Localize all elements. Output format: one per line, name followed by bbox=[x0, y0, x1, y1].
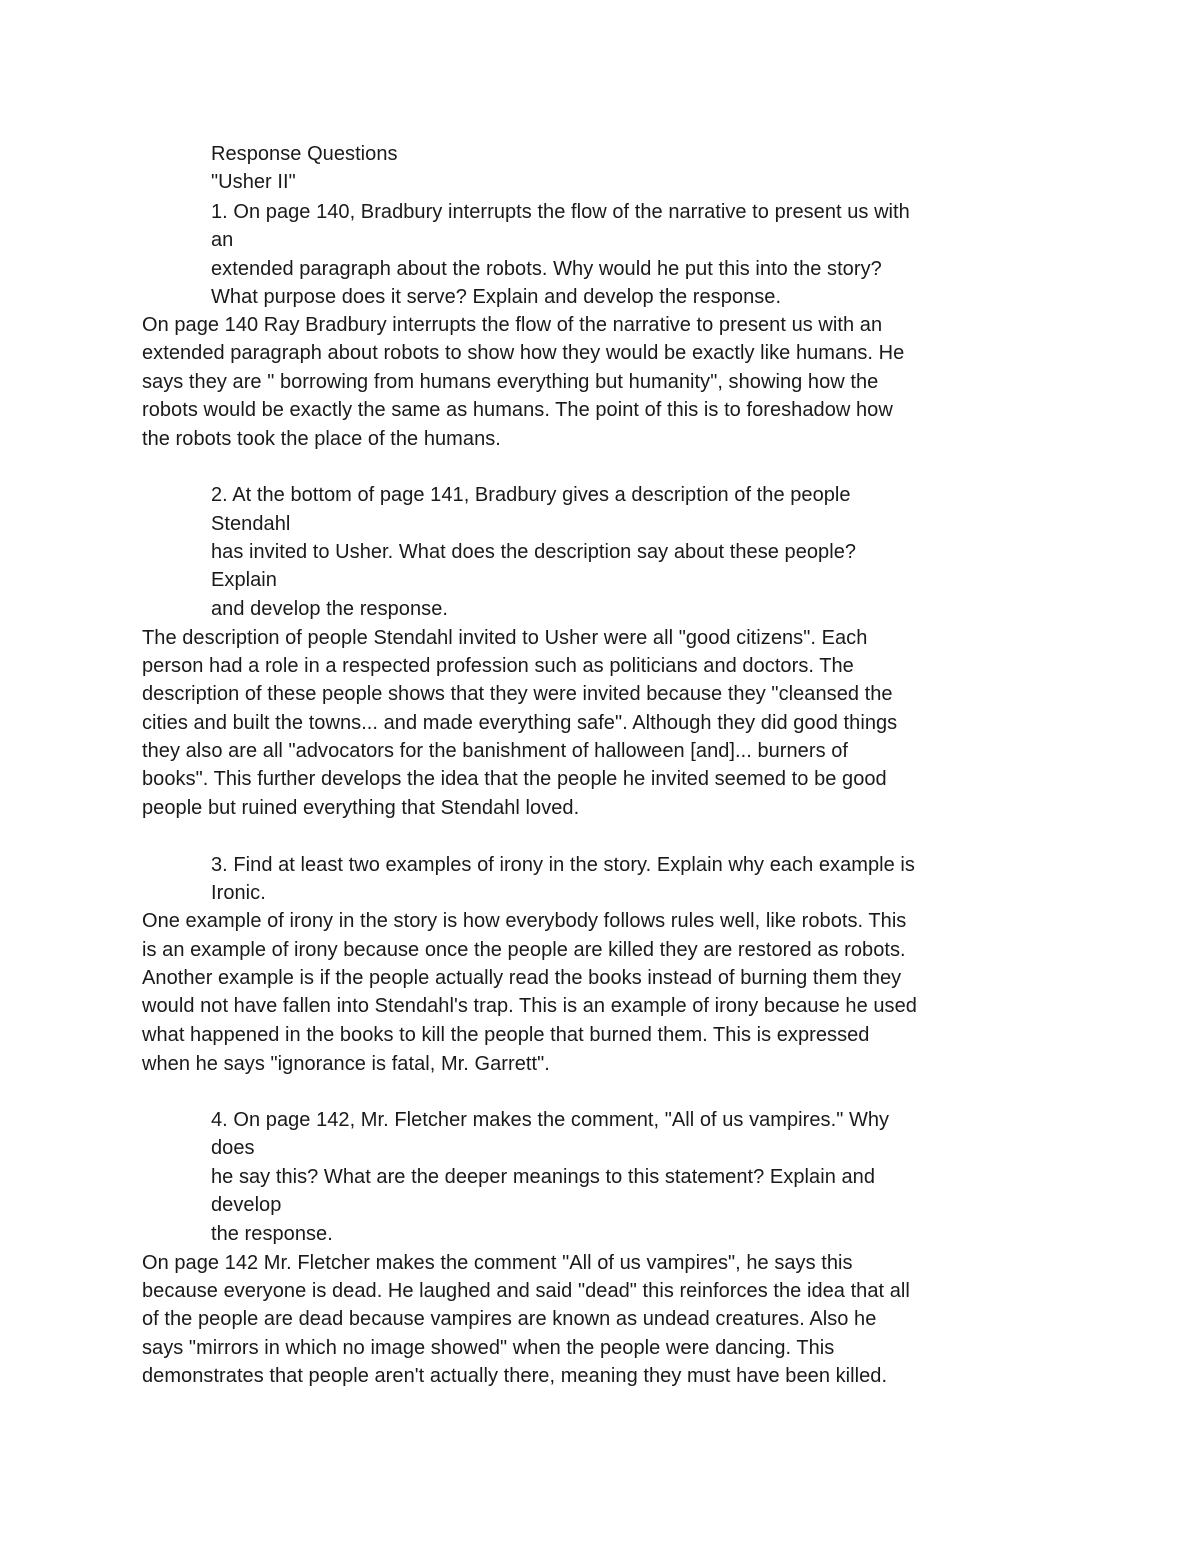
question-4-line: 4. On page 142, Mr. Fletcher makes the comment, "All of us vampires." Why bbox=[211, 1109, 890, 1131]
answer-4-line: says "mirrors in which no image showed" when the people were dancing. This bbox=[142, 1337, 835, 1359]
answer-1-line: robots would be exactly the same as humans. The point of this is to foreshadow how bbox=[142, 399, 893, 421]
answer-3-line: would not have fallen into Stendahl's trap. This is an example of irony because he used bbox=[142, 995, 917, 1017]
question-3-line: Ironic. bbox=[211, 882, 266, 904]
answer-4-line: because everyone is dead. He laughed and said "dead" this reinforces the idea that all bbox=[142, 1280, 910, 1302]
answer-2-line: The description of people Stendahl invited to Usher were all "good citizens". Each bbox=[142, 627, 868, 649]
question-2-line: Explain bbox=[211, 569, 277, 591]
question-4-line: develop bbox=[211, 1194, 282, 1216]
question-4-line: does bbox=[211, 1137, 255, 1159]
answer-2-line: person had a role in a respected profession such as politicians and doctors. The bbox=[142, 655, 854, 677]
answer-3-line: One example of irony in the story is how everybody follows rules well, like robots. This bbox=[142, 910, 907, 932]
answer-3-line: when he says "ignorance is fatal, Mr. Garrett". bbox=[142, 1053, 550, 1075]
answer-2-line: cities and built the towns... and made everything safe". Although they did good things bbox=[142, 712, 898, 734]
question-3-line: 3. Find at least two examples of irony in the story. Explain why each example is bbox=[211, 854, 915, 876]
question-1-line: an bbox=[211, 229, 234, 251]
answer-4-line: demonstrates that people aren't actually there, meaning they must have been killed. bbox=[142, 1365, 888, 1387]
question-2-line: 2. At the bottom of page 141, Bradbury gives a description of the people bbox=[211, 484, 851, 506]
question-1-line: extended paragraph about the robots. Why would he put this into the story? bbox=[211, 258, 882, 280]
answer-2-line: people but ruined everything that Stendahl loved. bbox=[142, 797, 580, 819]
answer-1-line: extended paragraph about robots to show how they would be exactly like humans. He bbox=[142, 342, 905, 364]
answer-2-line: books". This further develops the idea that the people he invited seemed to be good bbox=[142, 768, 887, 790]
answer-3-line: is an example of irony because once the people are killed they are restored as robots. bbox=[142, 939, 906, 961]
answer-1-line: the robots took the place of the humans. bbox=[142, 428, 501, 450]
question-2-line: has invited to Usher. What does the description say about these people? bbox=[211, 541, 857, 563]
story-title: "Usher II" bbox=[211, 171, 296, 193]
question-4-line: he say this? What are the deeper meanings to this statement? Explain and bbox=[211, 1166, 875, 1188]
question-2-line: Stendahl bbox=[211, 513, 291, 535]
answer-2-line: they also are all "advocators for the banishment of halloween [and]... burners of bbox=[142, 740, 849, 762]
answer-3-line: what happened in the books to kill the people that burned them. This is expressed bbox=[142, 1024, 870, 1046]
question-2-line: and develop the response. bbox=[211, 598, 448, 620]
answer-1-line: On page 140 Ray Bradbury interrupts the flow of the narrative to present us with an bbox=[142, 314, 883, 336]
question-1-line: What purpose does it serve? Explain and develop the response. bbox=[211, 286, 782, 308]
answer-3-line: Another example is if the people actually read the books instead of burning them they bbox=[142, 967, 902, 989]
answer-4-line: of the people are dead because vampires are known as undead creatures. Also he bbox=[142, 1308, 877, 1330]
question-1-line: 1. On page 140, Bradbury interrupts the flow of the narrative to present us with bbox=[211, 201, 910, 223]
question-4-line: the response. bbox=[211, 1223, 333, 1245]
answer-4-line: On page 142 Mr. Fletcher makes the comment "All of us vampires", he says this bbox=[142, 1252, 853, 1274]
document-title: Response Questions bbox=[211, 143, 398, 165]
answer-2-line: description of these people shows that they were invited because they "cleansed the bbox=[142, 683, 893, 705]
answer-1-line: says they are " borrowing from humans everything but humanity", showing how the bbox=[142, 371, 879, 393]
